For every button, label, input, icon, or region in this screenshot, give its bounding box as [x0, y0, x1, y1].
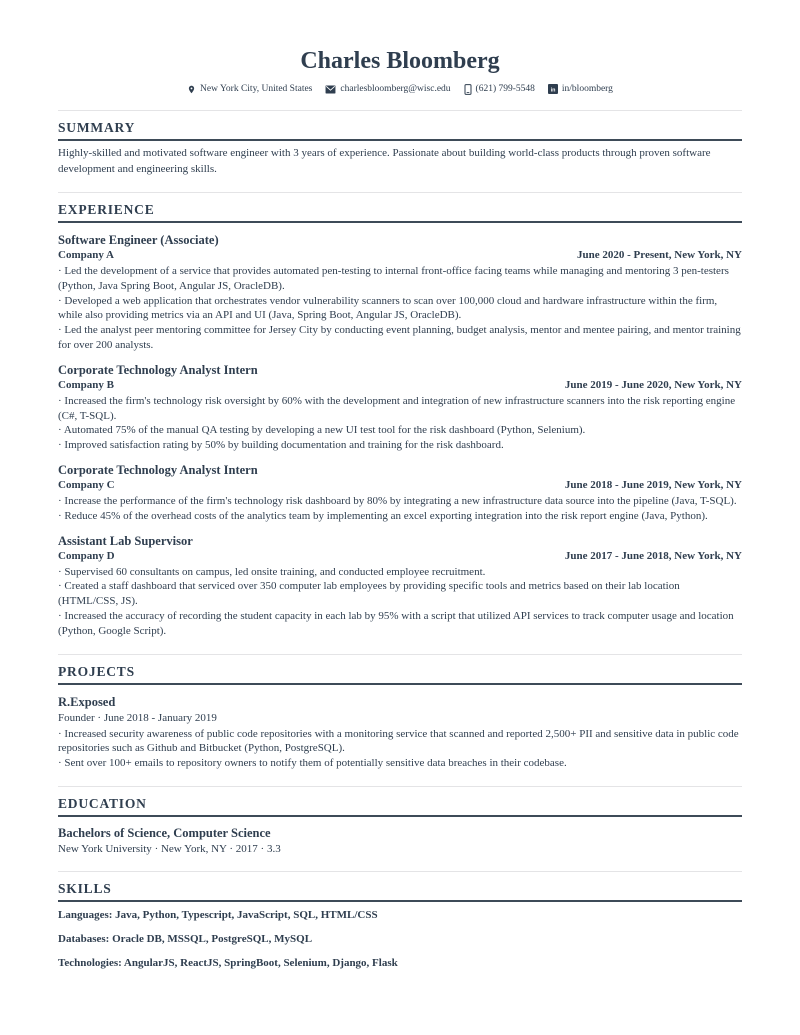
job-meta	[58, 249, 742, 262]
skills-items: AngularJS, ReactJS, SpringBoot, Selenium, Django, Flask	[123, 956, 398, 969]
job-date-location: June 2020 - Present, New York, NY	[577, 249, 742, 261]
job-bullets	[58, 264, 742, 353]
section-education	[58, 786, 742, 856]
summary-text: Highly-skilled and motivated software engineer with 3 years of experience. Passionate about building world-class products through proven software development and engineering skills.	[58, 147, 711, 175]
job-entry	[58, 363, 742, 453]
job-entry	[58, 463, 742, 524]
envelope-icon	[325, 85, 336, 94]
linkedin-icon	[548, 84, 558, 94]
skills-label: Databases:	[58, 932, 110, 945]
bullet-item: · Sent over 100+ emails to repository owners to notify them of potentially sensitive data breaches in their codebase.	[58, 756, 742, 771]
bullet-item: · Automated 75% of the manual QA testing by developing a new UI test tool for the risk dashboard (Python, Selenium).	[58, 423, 742, 438]
contact-linkedin-text: in/bloomberg	[561, 84, 613, 94]
contact-location-text: New York City, United States	[200, 84, 313, 94]
job-date-location: June 2019 - June 2020, New York, NY	[564, 378, 742, 391]
section-skills	[58, 871, 742, 970]
job-meta	[58, 479, 742, 492]
job-bullets	[58, 565, 742, 639]
education-details	[58, 842, 742, 856]
location-pin-icon	[187, 84, 196, 95]
contact-location	[187, 83, 312, 95]
section-summary	[58, 110, 742, 177]
section-divider	[58, 110, 742, 111]
education-school: New York University	[58, 842, 152, 855]
job-bullets	[58, 394, 742, 453]
contact-phone	[464, 83, 535, 95]
section-divider	[58, 654, 742, 655]
svg-text:in: in	[550, 87, 556, 94]
job-company: Company A	[58, 249, 114, 261]
job-date-location: June 2018 - June 2019, New York, NY	[564, 478, 742, 491]
skills-heading: SKILLS	[58, 881, 742, 902]
contact-phone-text: (621) 799-5548	[475, 84, 535, 94]
bullet-item: · Developed a web application that orchestrates vendor vulnerability scanners to scan over 100,000 cloud and hardware infrastructure within the firm, while also providing metrics via an API and UI (Java, Spring Boot, Angular JS, OracleDB).	[58, 294, 742, 324]
phone-icon	[464, 84, 472, 95]
bullet-item: · Led the analyst peer mentoring committee for Jersey City by conducting event planning, budget analysis, mentor and mentee pairing, and mentor training for over 200 analysts.	[58, 323, 742, 353]
person-name: Charles Bloomberg	[300, 48, 500, 74]
bullet-item: · Increased the accuracy of recording the student capacity in each lab by 95% with a script that utilized API services to track computer usage and location (Python, Google Script).	[58, 609, 742, 639]
job-entry	[58, 534, 742, 639]
experience-heading: EXPERIENCE	[58, 202, 742, 223]
section-experience	[58, 192, 742, 639]
job-company: Company C	[58, 478, 115, 491]
contact-email	[325, 83, 450, 95]
bullet-item: · Increase the performance of the firm's technology risk dashboard by 80% by integrating a new infrastructure data source into the pipeline (Java, T-SQL).	[58, 494, 742, 509]
section-divider	[58, 192, 742, 193]
job-bullets	[58, 494, 742, 524]
project-date: · June 2018 - January 2019	[97, 712, 216, 724]
section-divider	[58, 786, 742, 787]
project-role: Founder	[58, 711, 95, 724]
section-divider	[58, 871, 742, 872]
skills-label: Languages:	[58, 908, 113, 921]
bullet-item: · Increased the firm's technology risk oversight by 60% with the development and integration of new infrastructure scanners into the risk reporting engine (C#, T-SQL).	[58, 394, 742, 424]
education-degree: Bachelors of Science, Computer Science	[58, 825, 271, 840]
job-title: Corporate Technology Analyst Intern	[58, 462, 258, 477]
section-projects	[58, 654, 742, 771]
project-bullets	[58, 727, 742, 771]
job-title: Assistant Lab Supervisor	[58, 533, 193, 548]
contact-email-text: charlesbloomberg@wisc.edu	[340, 84, 451, 94]
job-title: Corporate Technology Analyst Intern	[58, 362, 258, 377]
projects-heading: PROJECTS	[58, 664, 742, 685]
project-name: R.Exposed	[58, 694, 116, 709]
bullet-item: · Improved satisfaction rating by 50% by building documentation and training for the risk dashboard.	[58, 438, 742, 453]
job-company: Company B	[58, 378, 114, 391]
job-title: Software Engineer (Associate)	[58, 233, 219, 247]
skills-items: Oracle DB, MSSQL, PostgreSQL, MySQL	[112, 932, 313, 945]
skills-technologies	[58, 956, 742, 970]
bullet-item: · Created a staff dashboard that serviced over 350 computer lab employees by providing specific tools and metrics based on their lab location (HTML/CSS, JS).	[58, 579, 742, 609]
skills-languages	[58, 908, 742, 922]
job-company: Company D	[58, 549, 115, 562]
project-meta	[58, 711, 742, 725]
bullet-item: · Supervised 60 consultants on campus, led onsite training, and conducted employee recruitment.	[58, 565, 742, 580]
bullet-item: · Increased security awareness of public code repositories with a monitoring service that scanned and reported 2,500+ PII and sensitive data in public code repositories such as Github and Bitbucket (Python, PostgreSQL).	[58, 727, 742, 757]
job-entry	[58, 233, 742, 353]
education-heading: EDUCATION	[58, 796, 742, 817]
contact-row	[58, 83, 742, 95]
bullet-item: · Led the development of a service that provides automated pen-testing to internal front-office facing teams while managing and mentoring 3 pen-testers (Python, Java Spring Boot, Angular JS, OracleDB).	[58, 264, 742, 294]
skills-items: Java, Python, Typescript, JavaScript, SQL, HTML/CSS	[115, 908, 378, 921]
skills-label: Technologies:	[58, 956, 122, 969]
summary-heading: SUMMARY	[58, 120, 742, 141]
job-meta	[58, 550, 742, 563]
contact-linkedin	[548, 83, 613, 95]
skills-databases	[58, 932, 742, 946]
job-date-location: June 2017 - June 2018, New York, NY	[564, 549, 742, 562]
job-meta	[58, 379, 742, 392]
bullet-item: · Reduce 45% of the overhead costs of the analytics team by implementing an excel exporting integration into the risk report engine (Java, Python).	[58, 509, 742, 524]
education-gpa: · 3.3	[258, 843, 281, 855]
education-year: · 2017	[227, 843, 258, 855]
education-location: · New York, NY	[152, 843, 227, 855]
project-entry	[58, 695, 742, 771]
